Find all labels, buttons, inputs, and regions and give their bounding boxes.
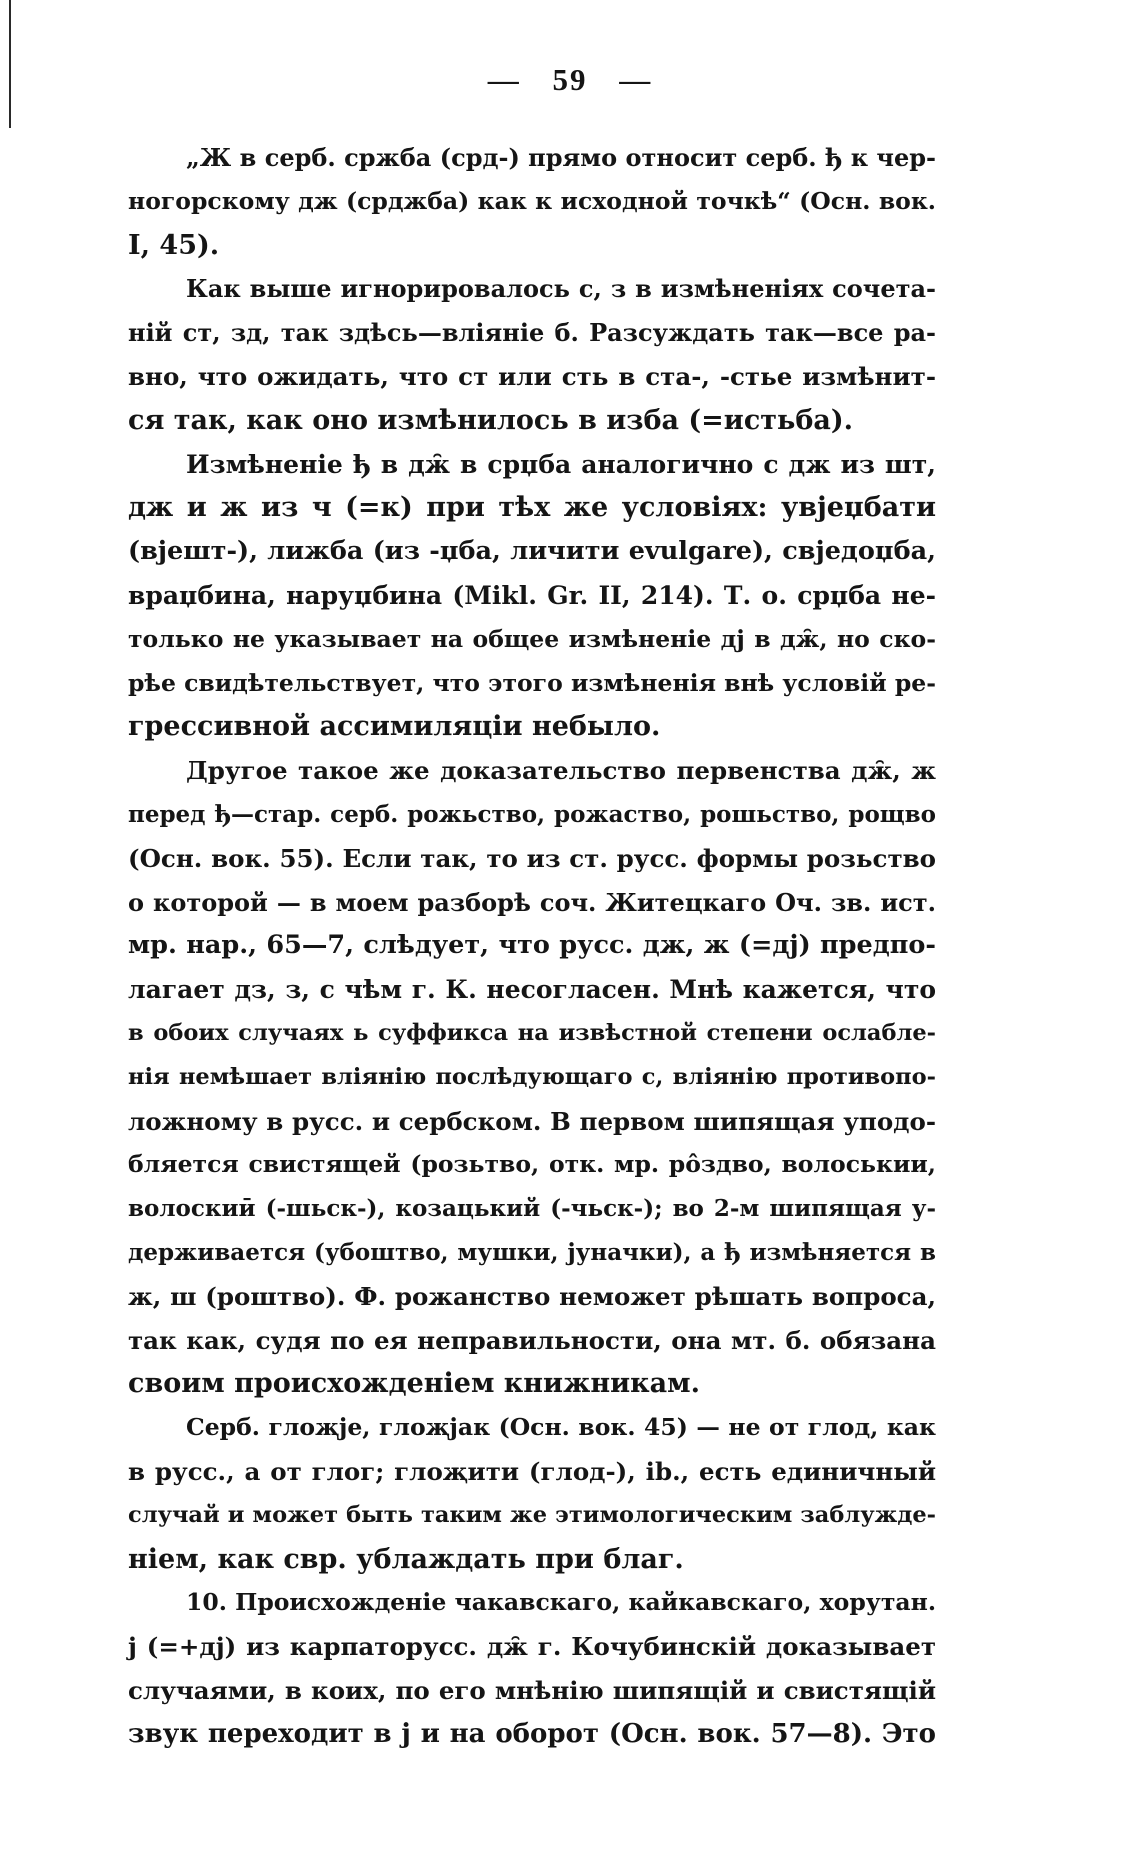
text-line: дж и ж из ч (=к) при тѣх же условіях: увјеџбати [128, 492, 936, 524]
text-line: (Осн. вок. 55). Если так, то из ст. русс. формы розьство [128, 843, 936, 873]
text-line: о которой — в моем разборѣ соч. Житецкаго Оч. зв. ист. [128, 887, 936, 917]
page-number: 59 [552, 62, 588, 97]
text-line: перед ђ—стар. серб. рожьство, рожаство, рошьство, рощво [128, 800, 936, 828]
text-line: держивается (убоштво, мушки, јуначки), а ђ измѣняется в [128, 1238, 936, 1266]
header-dash-left: — [487, 62, 521, 97]
text-line: ся так, как оно измѣнилось в изба (=истьба). [128, 404, 853, 436]
text-line: (вјешт-), лижба (из -џба, личити evulgare), свједоџба, [128, 536, 936, 567]
text-line: Серб. глоҗје, глоҗјак (Осн. вок. 45) — не от глод, как [186, 1413, 936, 1442]
text-line: лагает дз, з, с чѣм г. К. несогласен. Мнѣ кажется, что [128, 975, 936, 1005]
text-line: вно, что ожидать, что ст или сть в ста-, -стье измѣнит- [128, 361, 936, 391]
text-line: 10. Происхожденіе чакавскаго, кайкавскаго, хорутан. [186, 1588, 936, 1617]
text-line: ніем, как свр. ублаждать при благ. [128, 1543, 684, 1575]
body-text [128, 136, 936, 1756]
text-line: ложному в русс. и сербском. В первом шипящая уподо- [128, 1106, 936, 1136]
text-line: враџбина, наруџбина (Mikl. Gr. II, 214). Т. о. срџба не- [128, 580, 936, 610]
text-line: своим происхожденіем книжникам. [128, 1368, 700, 1400]
text-line: случаями, в коих, по его мнѣнію шипящій и свистящій [128, 1675, 936, 1705]
text-line: в русс., а от глог; глоҗити (глод-), ib., есть единичный [128, 1456, 936, 1486]
page-header [0, 62, 1140, 112]
text-line: Измѣненіе ђ в дж̑ в срџба аналогично с дж из шт, [186, 449, 936, 479]
text-line: грессивной ассимиляціи небыло. [128, 711, 661, 743]
text-line: только не указывает на общее измѣненіе дј в дж̑, но ско- [128, 624, 936, 653]
text-line: ж, ш (роштво). Ф. рожанство неможет рѣшать вопроса, [128, 1281, 936, 1311]
text-line: бляется свистящей (розьтво, отк. мр. рôздво, волоськии, [128, 1150, 936, 1179]
text-line: ній ст, зд, так здѣсь—вліяніе б. Разсуждать так—все ра- [128, 318, 936, 348]
text-line: нія немѣшает вліянію послѣдующаго с, вліянію противопо- [128, 1063, 936, 1090]
text-line: ногорскому дж (срджба) как к исходной точкѣ“ (Осн. вок. [128, 186, 936, 215]
text-line: волоскиӣ (-шьск-), козацький (-чьск-); во 2-м шипящая у- [128, 1195, 936, 1223]
text-line: мр. нар., 65—7, слѣдует, что русс. дж, ж (=дј) предпо- [128, 930, 936, 961]
text-line: звук переходит в ј и на оборот (Осн. вок. 57—8). Это [128, 1718, 936, 1749]
text-line: рѣе свидѣтельствует, что этого измѣненія внѣ условій ре- [128, 668, 936, 697]
text-line: случай и может быть таким же этимологическим заблужде- [128, 1501, 936, 1528]
text-line: Как выше игнорировалось с, з в измѣненіях сочета- [186, 274, 936, 304]
text-line: I, 45). [128, 229, 220, 261]
text-line: „Ж в серб. сржба (срд-) прямо относит серб. ђ к чер- [186, 143, 936, 172]
text-line: Другое такое же доказательство первенства дж̑, ж [186, 756, 936, 786]
text-line: так как, судя по ея неправильности, она мт. б. обязана [128, 1325, 936, 1355]
text-line: в обоих случаях ь суффикса на извѣстной степени ослабле- [128, 1019, 936, 1046]
text-line: ј (=+дј) из карпаторусс. дж̑ г. Кочубинскій доказывает [128, 1632, 936, 1662]
header-dash-right: — [619, 62, 653, 97]
